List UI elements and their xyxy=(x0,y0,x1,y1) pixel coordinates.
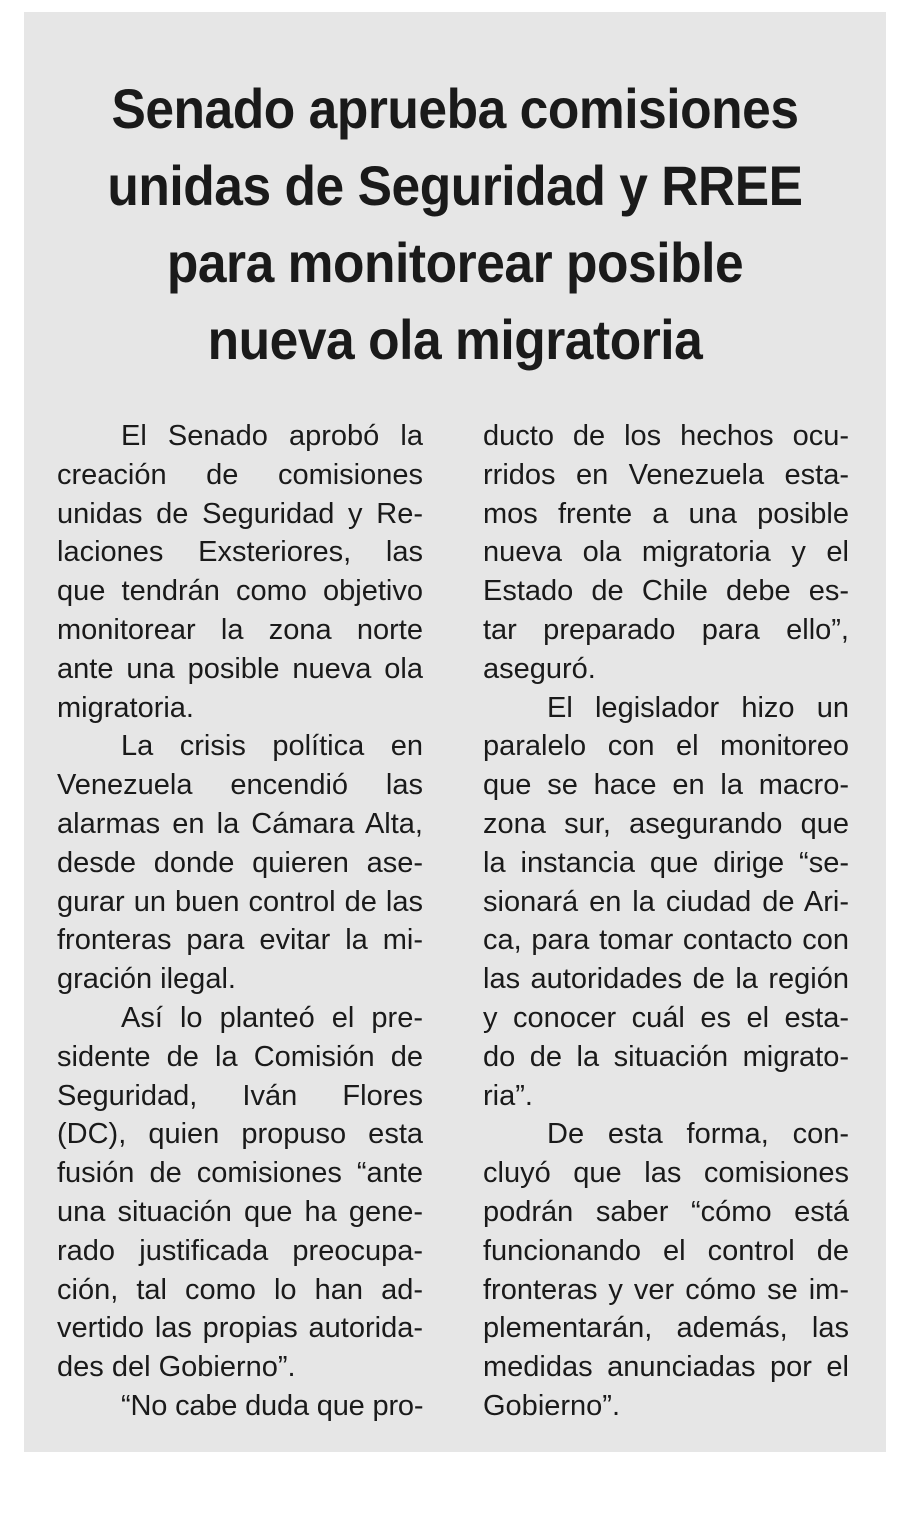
body-text-line: fronteras y ver cómo se im- xyxy=(483,1273,849,1306)
headline-line: unidas de Seguridad y RREE xyxy=(107,154,803,217)
body-text-line: monitorear la zona norte xyxy=(57,613,423,646)
body-text-line: fusión de comisiones “ante xyxy=(57,1157,423,1190)
body-text-line: des del Gobierno”. xyxy=(57,1351,296,1384)
body-text-line: El Senado aprobó la xyxy=(121,420,423,452)
body-text-line: zona sur, asegurando que xyxy=(483,807,849,840)
body-text-line: aseguró. xyxy=(483,652,596,685)
body-text-line: que se hace en la macro- xyxy=(483,769,849,802)
body-text-line: El legislador hizo un xyxy=(547,691,849,724)
body-text-line: y conocer cuál es el esta- xyxy=(483,1001,849,1034)
body-text-line: que tendrán como objetivo xyxy=(57,575,423,608)
headline-line: nueva ola migratoria xyxy=(207,308,703,371)
body-text-line: gración ilegal. xyxy=(57,963,236,996)
body-text-line: do de la situación migrato- xyxy=(483,1040,849,1073)
body-text-line: ria”. xyxy=(483,1079,533,1112)
body-text-line: rridos en Venezuela esta- xyxy=(483,458,849,491)
body-text-line: ca, para tomar contacto con xyxy=(483,924,849,957)
body-text-line: creación de comisiones xyxy=(57,458,423,491)
body-text-line: De esta forma, con- xyxy=(547,1118,849,1151)
body-text-line: tar preparado para ello”, xyxy=(483,613,849,646)
body-text-line: “No cabe duda que pro- xyxy=(121,1389,424,1422)
body-text-line: Gobierno”. xyxy=(483,1389,621,1422)
body-text-line: ante una posible nueva ola xyxy=(57,652,423,685)
body-text-line: mos frente a una posible xyxy=(483,497,849,530)
body-text-line: unidas de Seguridad y Re- xyxy=(57,497,423,530)
body-text-line: fronteras para evitar la mi- xyxy=(57,924,423,957)
body-text-line: Seguridad, Iván Flores xyxy=(57,1079,423,1112)
article-headline xyxy=(58,70,851,378)
body-text-line: vertido las propias autorida- xyxy=(57,1312,423,1345)
body-text-line: sidente de la Comisión de xyxy=(57,1040,423,1073)
body-text-line: la instancia que dirige “se- xyxy=(483,846,849,879)
article-column-left xyxy=(57,417,423,1426)
body-text-line: (DC), quien propuso esta xyxy=(57,1118,423,1151)
body-text-line: desde donde quieren ase- xyxy=(57,846,423,879)
body-text-line: nueva ola migratoria y el xyxy=(483,536,849,569)
headline-line: para monitorear posible xyxy=(166,231,744,294)
body-text-line: cluyó que las comisiones xyxy=(483,1157,849,1190)
body-text-line: rado justificada preocupa- xyxy=(57,1234,423,1267)
body-text-line: La crisis política en xyxy=(121,730,423,763)
headline-line: Senado aprueba comisiones xyxy=(111,77,799,140)
body-text-line: ducto de los hechos ocu- xyxy=(483,420,849,452)
body-text-line: sionará en la ciudad de Ari- xyxy=(483,885,849,918)
body-text-line: las autoridades de la región xyxy=(483,963,849,996)
body-text-line: medidas anunciadas por el xyxy=(483,1351,849,1384)
body-text-line: Estado de Chile debe es- xyxy=(483,575,849,608)
body-text-line: una situación que ha gene- xyxy=(57,1195,423,1228)
body-text-line: funcionando el control de xyxy=(483,1234,849,1267)
body-text-line: Venezuela encendió las xyxy=(57,769,423,802)
body-text-line: plementarán, además, las xyxy=(483,1312,849,1345)
body-text-line: migratoria. xyxy=(57,691,194,724)
body-text-line: paralelo con el monitoreo xyxy=(483,730,849,763)
body-text-line: Así lo planteó el pre- xyxy=(121,1001,423,1034)
body-text-line: gurar un buen control de las xyxy=(57,885,423,918)
body-text-line: podrán saber “cómo está xyxy=(483,1195,849,1228)
article-panel xyxy=(24,12,886,1452)
article-column-right xyxy=(483,417,849,1426)
body-text-line: ción, tal como lo han ad- xyxy=(57,1273,423,1306)
body-text-line: laciones Exsteriores, las xyxy=(57,536,423,569)
body-text-line: alarmas en la Cámara Alta, xyxy=(57,807,423,840)
